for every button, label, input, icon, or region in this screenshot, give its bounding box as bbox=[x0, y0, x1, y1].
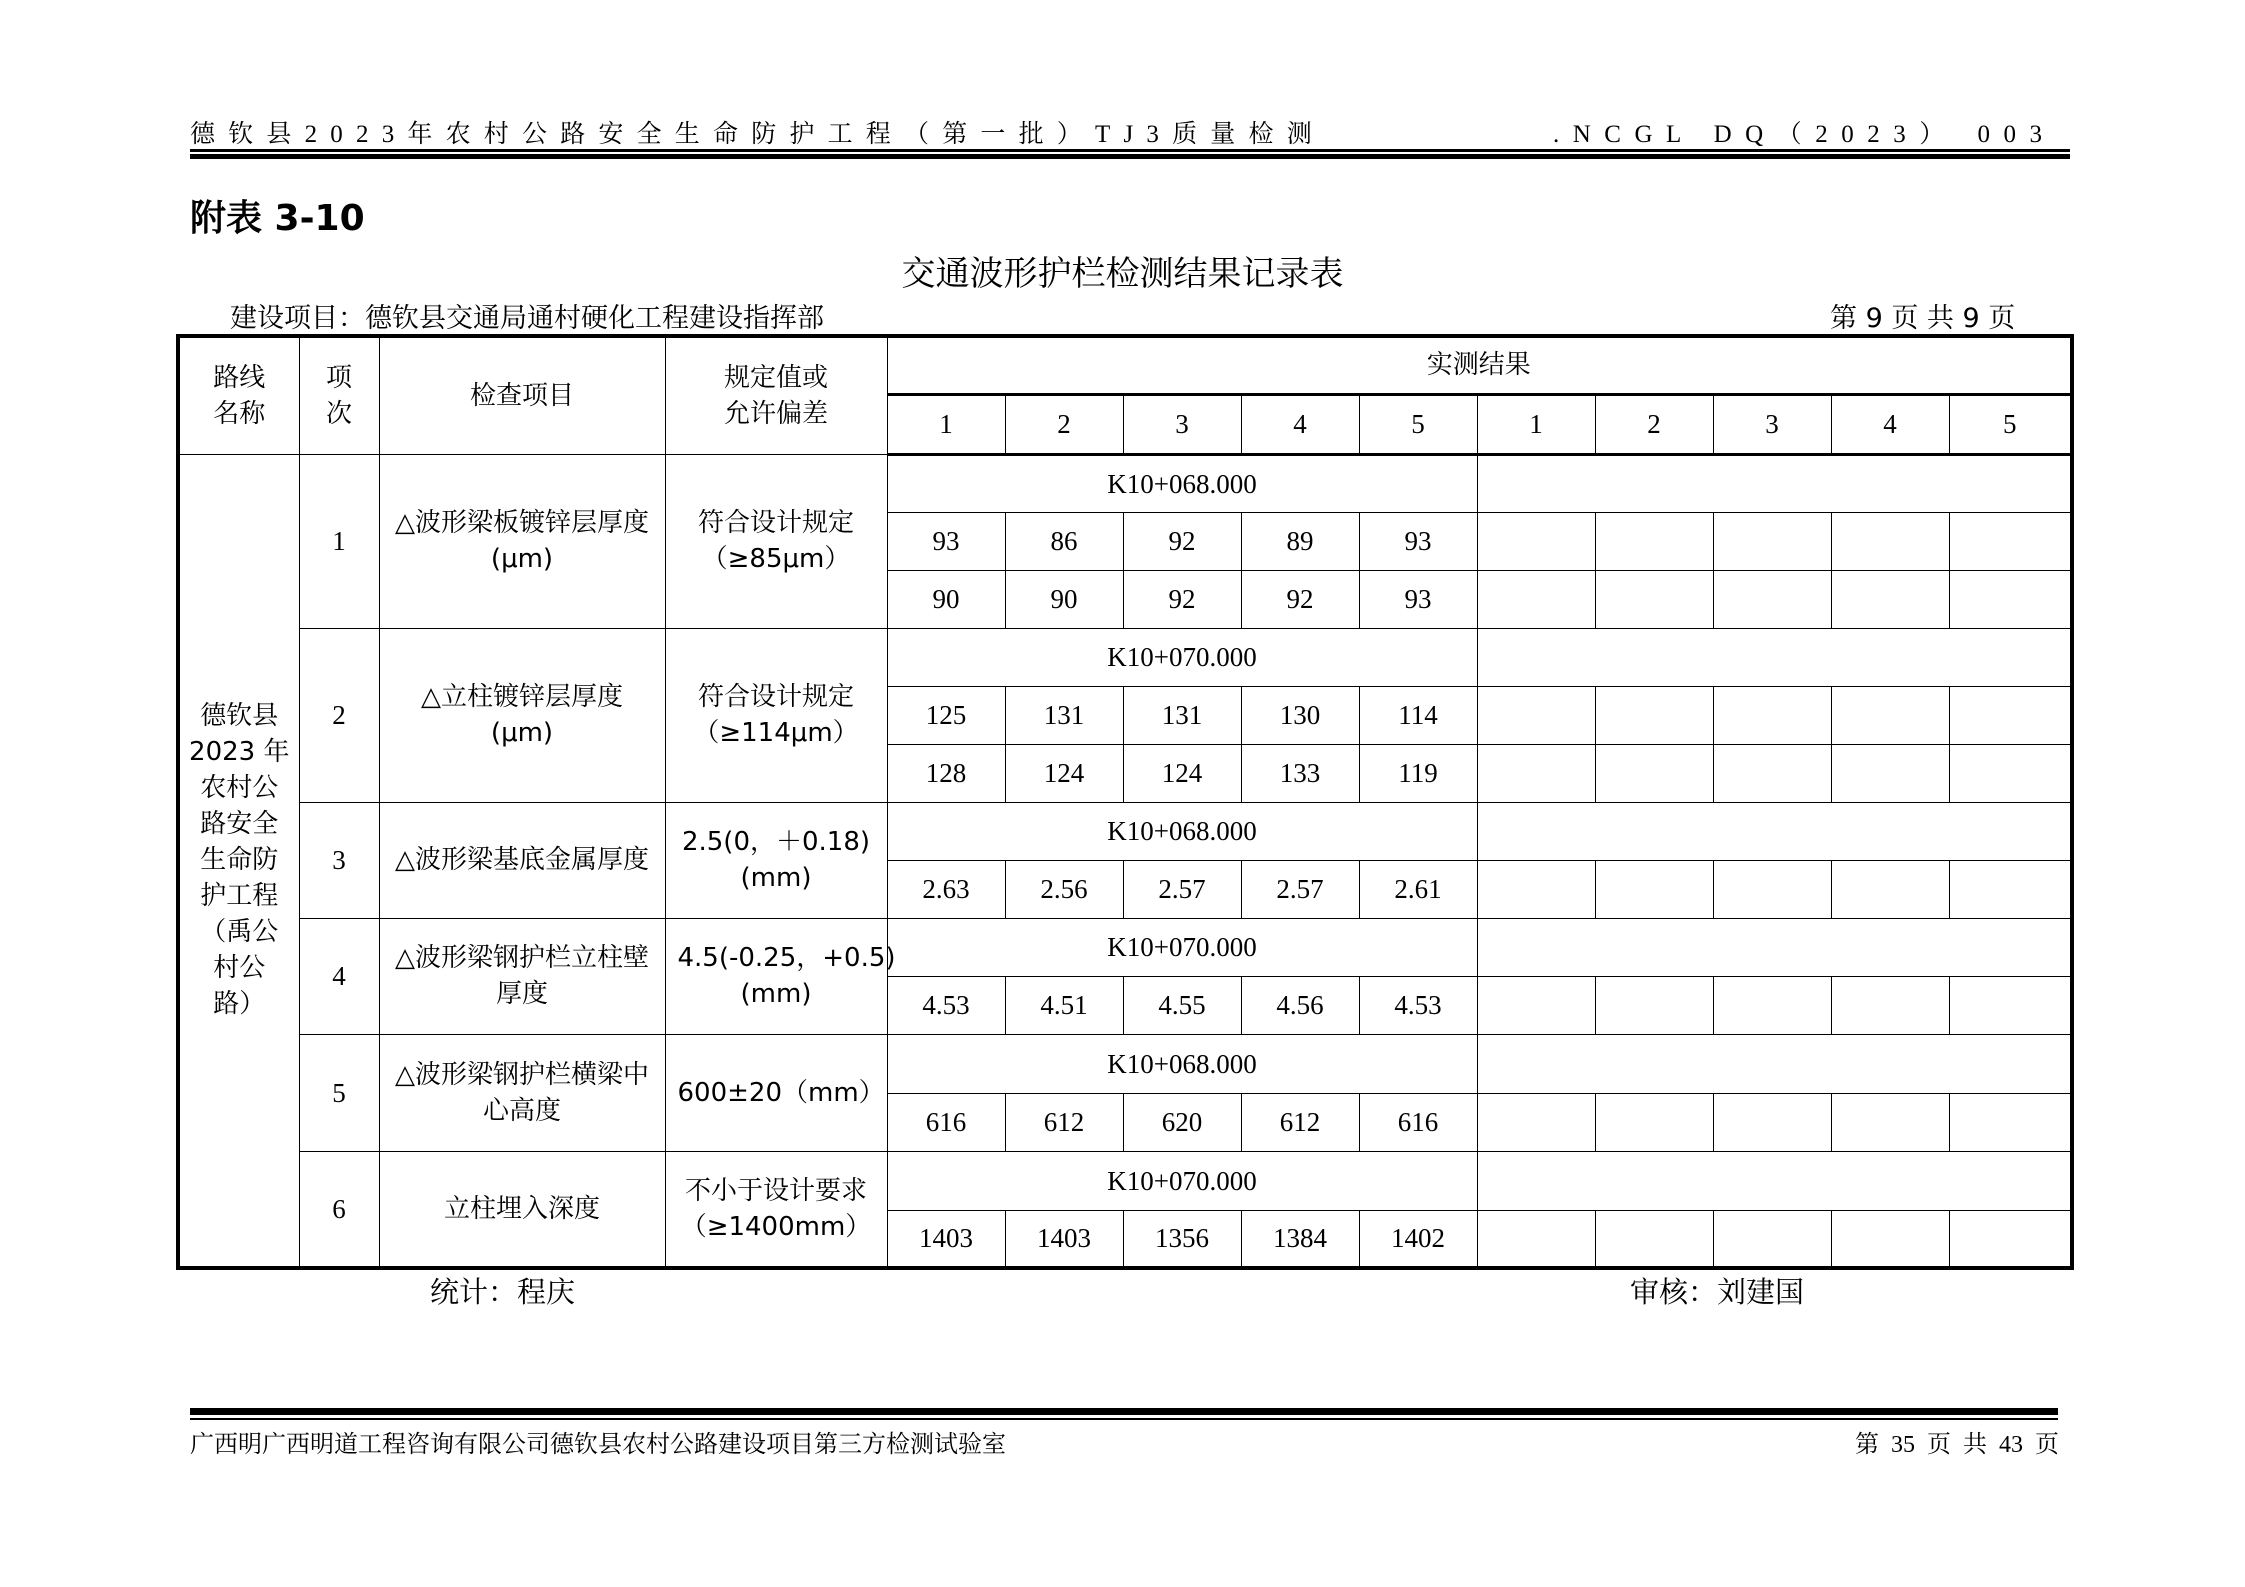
header-measured: 实测结果 bbox=[887, 336, 2072, 394]
station-chainage-empty bbox=[1477, 802, 2072, 860]
measurement-cell-empty bbox=[1713, 1210, 1831, 1268]
subcol-3: 3 bbox=[1123, 394, 1241, 454]
measurement-cell: 1402 bbox=[1359, 1210, 1477, 1268]
header-spec: 规定值或 允许偏差 bbox=[665, 336, 887, 454]
route-name-cell: 德钦县 2023 年 农村公 路安全 生命防 护工程 （禹公 村公 路） bbox=[178, 454, 299, 1268]
measurement-cell-empty bbox=[1595, 686, 1713, 744]
item-number: 1 bbox=[299, 454, 379, 628]
project-line: 建设项目：德钦县交通局通村硬化工程建设指挥部 bbox=[230, 303, 824, 334]
measurement-cell: 2.57 bbox=[1241, 860, 1359, 918]
measurement-cell: 2.63 bbox=[887, 860, 1005, 918]
item-number: 5 bbox=[299, 1034, 379, 1151]
header-route-name: 路线 名称 bbox=[178, 336, 299, 454]
measurement-cell-empty bbox=[1831, 570, 1949, 628]
item-number: 6 bbox=[299, 1151, 379, 1268]
measurement-cell: 93 bbox=[1359, 512, 1477, 570]
measurement-cell-empty bbox=[1713, 976, 1831, 1034]
subcol-7: 2 bbox=[1595, 394, 1713, 454]
measurement-cell-empty bbox=[1595, 976, 1713, 1034]
station-chainage-empty bbox=[1477, 1151, 2072, 1210]
footer-rule-thin bbox=[190, 1418, 2058, 1420]
spec-value: 2.5(0，＋0.18)(mm) bbox=[665, 802, 887, 918]
measurement-cell: 2.57 bbox=[1123, 860, 1241, 918]
measurement-cell: 119 bbox=[1359, 744, 1477, 802]
station-chainage-empty bbox=[1477, 918, 2072, 976]
header-item-no: 项 次 bbox=[299, 336, 379, 454]
measurement-cell: 616 bbox=[1359, 1093, 1477, 1151]
measurement-cell: 92 bbox=[1123, 570, 1241, 628]
measurement-cell: 90 bbox=[887, 570, 1005, 628]
measurement-cell: 4.56 bbox=[1241, 976, 1359, 1034]
measurement-cell: 131 bbox=[1123, 686, 1241, 744]
check-item-name: △立柱镀锌层厚度(μm) bbox=[379, 628, 665, 802]
measurement-cell: 86 bbox=[1005, 512, 1123, 570]
document-title: 交通波形护栏检测结果记录表 bbox=[901, 254, 1344, 294]
table-page-label: 第 9 页 共 9 页 bbox=[1830, 303, 2016, 334]
item-station-row bbox=[178, 918, 2072, 976]
check-item-name: △波形梁钢护栏横梁中心高度 bbox=[379, 1034, 665, 1151]
station-chainage-empty bbox=[1477, 628, 2072, 686]
measurement-cell: 124 bbox=[1005, 744, 1123, 802]
item-station-row bbox=[178, 802, 2072, 860]
item-station-row bbox=[178, 628, 2072, 686]
measurement-cell-empty bbox=[1949, 860, 2072, 918]
measurement-cell: 612 bbox=[1241, 1093, 1359, 1151]
item-station-row bbox=[178, 454, 2072, 512]
measurement-cell-empty bbox=[1831, 686, 1949, 744]
measurement-cell-empty bbox=[1595, 744, 1713, 802]
measurement-cell: 90 bbox=[1005, 570, 1123, 628]
measurement-cell-empty bbox=[1477, 1210, 1595, 1268]
measurement-cell: 1384 bbox=[1241, 1210, 1359, 1268]
item-station-row bbox=[178, 1034, 2072, 1093]
item-number: 3 bbox=[299, 802, 379, 918]
measurement-cell: 114 bbox=[1359, 686, 1477, 744]
header-rule-thick bbox=[190, 154, 2070, 159]
subcol-2: 2 bbox=[1005, 394, 1123, 454]
measurement-cell: 1403 bbox=[887, 1210, 1005, 1268]
measurement-cell-empty bbox=[1595, 570, 1713, 628]
measurement-cell: 4.53 bbox=[1359, 976, 1477, 1034]
measurement-cell: 4.53 bbox=[887, 976, 1005, 1034]
measurement-cell-empty bbox=[1949, 1093, 2072, 1151]
spec-value: 600±20（mm） bbox=[665, 1034, 887, 1151]
measurement-cell-empty bbox=[1595, 860, 1713, 918]
measurement-cell: 4.51 bbox=[1005, 976, 1123, 1034]
measurement-cell: 612 bbox=[1005, 1093, 1123, 1151]
measurement-cell: 93 bbox=[1359, 570, 1477, 628]
measurement-cell-empty bbox=[1949, 686, 2072, 744]
measurement-cell: 92 bbox=[1241, 570, 1359, 628]
measurement-cell-empty bbox=[1831, 976, 1949, 1034]
measurement-cell-empty bbox=[1831, 744, 1949, 802]
measurement-cell-empty bbox=[1949, 570, 2072, 628]
statistician-signature: 统计：程庆 bbox=[430, 1275, 576, 1309]
measurement-cell: 93 bbox=[887, 512, 1005, 570]
measurement-cell: 92 bbox=[1123, 512, 1241, 570]
measurement-cell: 130 bbox=[1241, 686, 1359, 744]
check-item-name: 立柱埋入深度 bbox=[379, 1151, 665, 1268]
station-chainage-empty bbox=[1477, 1034, 2072, 1093]
subcol-5: 5 bbox=[1359, 394, 1477, 454]
measurement-cell-empty bbox=[1595, 512, 1713, 570]
measurement-cell-empty bbox=[1713, 686, 1831, 744]
measurement-cell-empty bbox=[1477, 976, 1595, 1034]
measurement-cell: 1403 bbox=[1005, 1210, 1123, 1268]
measurement-cell-empty bbox=[1477, 744, 1595, 802]
measurement-cell: 128 bbox=[887, 744, 1005, 802]
measurement-cell: 4.55 bbox=[1123, 976, 1241, 1034]
measurement-cell-empty bbox=[1477, 512, 1595, 570]
footer-organization: 广西明广西明道工程咨询有限公司德钦县农村公路建设项目第三方检测试验室 bbox=[190, 1430, 1006, 1458]
spec-value: 符合设计规定（≥114μm） bbox=[665, 628, 887, 802]
measurement-cell: 133 bbox=[1241, 744, 1359, 802]
station-chainage: K10+070.000 bbox=[887, 1151, 1477, 1210]
item-number: 4 bbox=[299, 918, 379, 1034]
measurement-cell-empty bbox=[1949, 976, 2072, 1034]
measurement-cell: 616 bbox=[887, 1093, 1005, 1151]
check-item-name: △波形梁钢护栏立柱壁厚度 bbox=[379, 918, 665, 1034]
footer-rule-thick bbox=[190, 1408, 2058, 1415]
station-chainage-empty bbox=[1477, 454, 2072, 512]
station-chainage: K10+068.000 bbox=[887, 802, 1477, 860]
measurement-cell-empty bbox=[1595, 1093, 1713, 1151]
subcol-8: 3 bbox=[1713, 394, 1831, 454]
station-chainage: K10+068.000 bbox=[887, 454, 1477, 512]
measurement-cell-empty bbox=[1713, 512, 1831, 570]
measurement-cell-empty bbox=[1713, 860, 1831, 918]
check-item-name: △波形梁板镀锌层厚度(μm) bbox=[379, 454, 665, 628]
measurement-cell-empty bbox=[1713, 570, 1831, 628]
measurement-cell: 2.56 bbox=[1005, 860, 1123, 918]
measurement-cell-empty bbox=[1949, 1210, 2072, 1268]
running-header-code: .NCGL DQ（2023） 003 bbox=[1553, 121, 2056, 148]
measurement-cell: 2.61 bbox=[1359, 860, 1477, 918]
measurement-cell-empty bbox=[1477, 570, 1595, 628]
measurement-cell-empty bbox=[1831, 1210, 1949, 1268]
subcol-9: 4 bbox=[1831, 394, 1949, 454]
appendix-label: 附表 3-10 bbox=[190, 198, 365, 239]
measurement-cell-empty bbox=[1713, 1093, 1831, 1151]
item-number: 2 bbox=[299, 628, 379, 802]
item-station-row bbox=[178, 1151, 2072, 1210]
inspection-table bbox=[176, 334, 2074, 1270]
measurement-cell-empty bbox=[1477, 1093, 1595, 1151]
station-chainage: K10+070.000 bbox=[887, 628, 1477, 686]
measurement-cell: 124 bbox=[1123, 744, 1241, 802]
header-rule-thin bbox=[190, 149, 2070, 152]
spec-value: 不小于设计要求（≥1400mm） bbox=[665, 1151, 887, 1268]
header-check-item: 检查项目 bbox=[379, 336, 665, 454]
check-item-name: △波形梁基底金属厚度 bbox=[379, 802, 665, 918]
subcol-6: 1 bbox=[1477, 394, 1595, 454]
measurement-cell-empty bbox=[1949, 512, 2072, 570]
running-header-title: 德钦县2023年农村公路安全生命防护工程（第一批）TJ3质量检测 bbox=[190, 121, 1325, 148]
footer-page-number: 第 35 页 共 43 页 bbox=[1855, 1432, 2059, 1458]
subcol-4: 4 bbox=[1241, 394, 1359, 454]
measurement-cell-empty bbox=[1477, 686, 1595, 744]
subcol-1: 1 bbox=[887, 394, 1005, 454]
measurement-cell-empty bbox=[1477, 860, 1595, 918]
measurement-cell-empty bbox=[1831, 512, 1949, 570]
subcol-10: 5 bbox=[1949, 394, 2072, 454]
station-chainage: K10+070.000 bbox=[887, 918, 1477, 976]
station-chainage: K10+068.000 bbox=[887, 1034, 1477, 1093]
measurement-cell: 125 bbox=[887, 686, 1005, 744]
measurement-cell: 1356 bbox=[1123, 1210, 1241, 1268]
measurement-cell: 131 bbox=[1005, 686, 1123, 744]
measurement-cell-empty bbox=[1713, 744, 1831, 802]
measurement-cell: 89 bbox=[1241, 512, 1359, 570]
measurement-cell-empty bbox=[1831, 1093, 1949, 1151]
measurement-cell-empty bbox=[1595, 1210, 1713, 1268]
spec-value: 符合设计规定（≥85μm） bbox=[665, 454, 887, 628]
measurement-cell: 620 bbox=[1123, 1093, 1241, 1151]
spec-value: 4.5(-0.25，+0.5)(mm) bbox=[665, 918, 887, 1034]
reviewer-signature: 审核：刘建国 bbox=[1630, 1275, 1805, 1309]
measurement-cell-empty bbox=[1831, 860, 1949, 918]
measurement-cell-empty bbox=[1949, 744, 2072, 802]
